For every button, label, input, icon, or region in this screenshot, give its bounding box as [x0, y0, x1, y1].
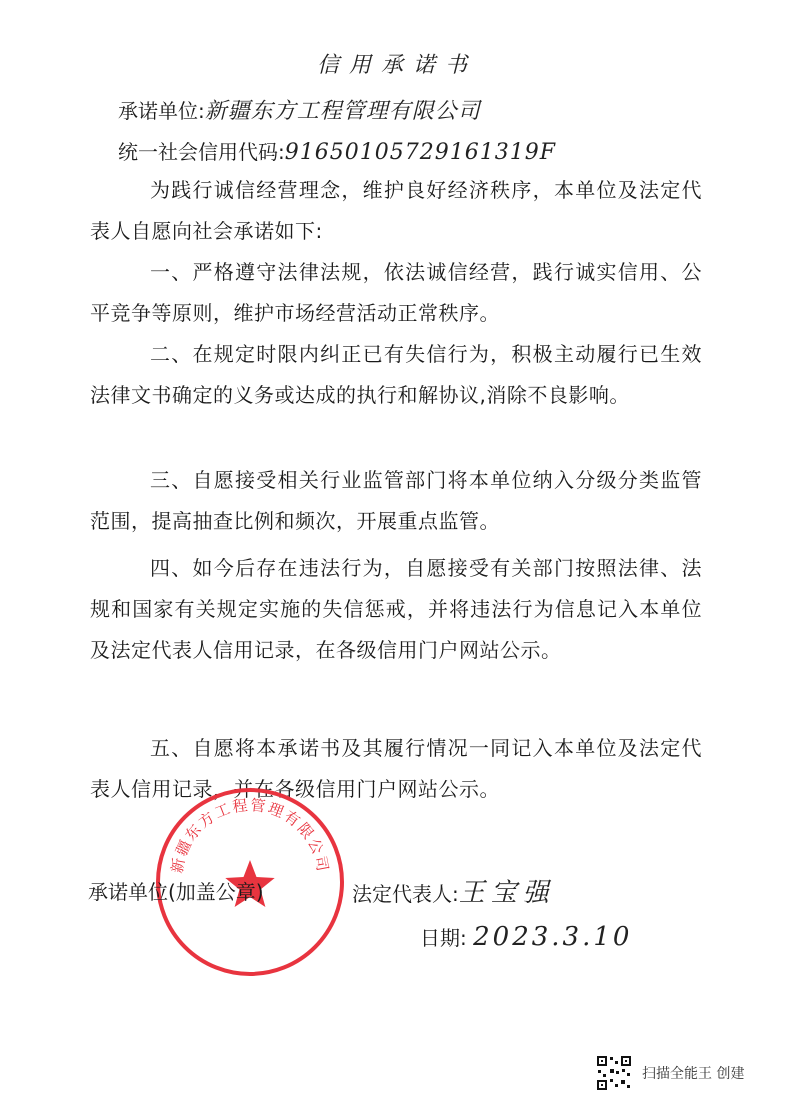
- date-label: 日期:: [420, 926, 467, 950]
- credit-code-handwritten: 91650105729161319F: [284, 140, 556, 165]
- scanner-watermark-text: 扫描全能王 创建: [642, 1066, 745, 1082]
- rep-row: [352, 872, 555, 909]
- date-row: [420, 922, 632, 952]
- commitment-4: 四、如今后存在违法行为，自愿接受有关部门按照法律、法规和国家有关规定实施的失信惩戒，并将违法行为信息记入本单位及法定代表人信用记录，在各级信用门户网站公示。: [90, 556, 702, 662]
- commitment-2: 二、在规定时限内纠正已有失信行为，积极主动履行已生效法律文书确定的义务或达成的执行和解协议,消除不良影响。: [90, 342, 702, 407]
- intro-paragraph: 为践行诚信经营理念，维护良好经济秩序，本单位及法定代表人自愿向社会承诺如下:: [90, 178, 702, 243]
- document-title: 信用承诺书: [316, 53, 477, 78]
- unit-seal-label: 承诺单位(加盖公章): [88, 880, 264, 904]
- unit-row: [118, 94, 481, 125]
- unit-name-handwritten: 新疆东方工程管理有限公司: [204, 99, 481, 124]
- credit-code-row: [118, 136, 556, 165]
- commitment-3: 三、自愿接受相关行业监管部门将本单位纳入分级分类监管范围，提高抽查比例和频次，开展重点监管。: [90, 468, 702, 533]
- qr-code-icon: [596, 1055, 632, 1091]
- commitment-1: 一、严格遵守法律法规，依法诚信经营，践行诚实信用、公平竞争等原则，维护市场经营活动正常秩序。: [90, 260, 702, 325]
- rep-label: 法定代表人:: [352, 882, 459, 906]
- unit-label: 承诺单位:: [118, 99, 205, 123]
- credit-code-label: 统一社会信用代码:: [118, 140, 285, 164]
- date-handwritten: 2023.3.10: [473, 922, 633, 952]
- seal-text: 新疆东方工程管理有限公司: [167, 795, 333, 875]
- commitment-5: 五、自愿将本承诺书及其履行情况一同记入本单位及法定代表人信用记录，并在各级信用门户网站公示。: [90, 736, 702, 801]
- rep-signature: 王宝强: [458, 878, 555, 908]
